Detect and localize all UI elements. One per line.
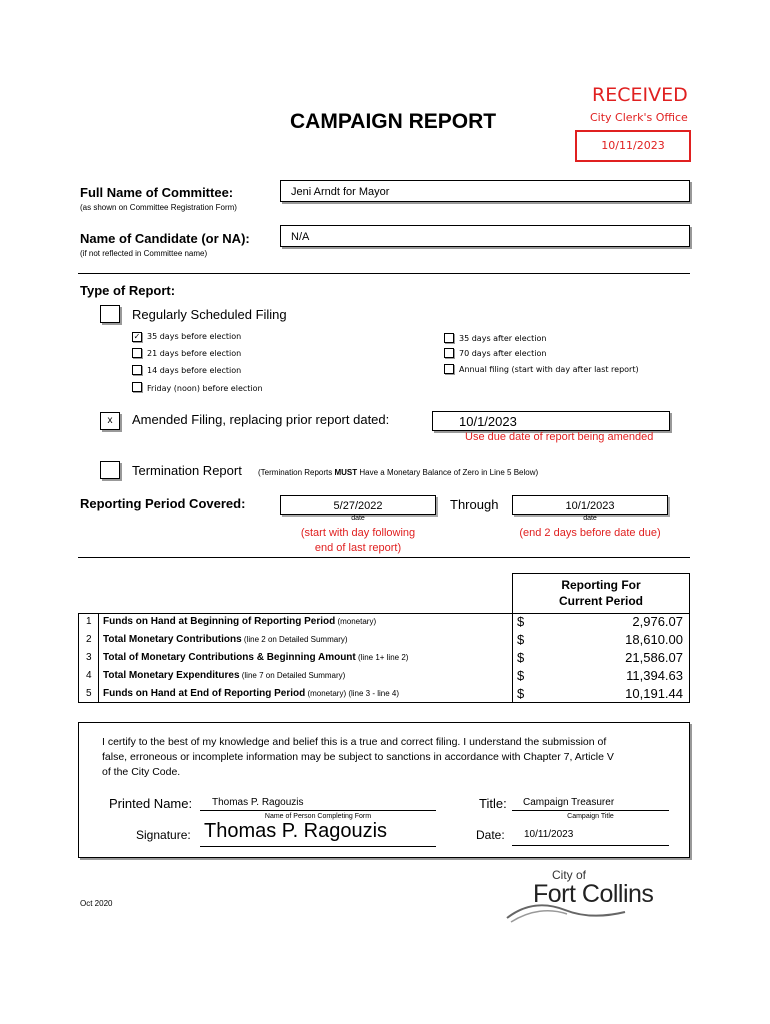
stamp-office: City Clerk's Office: [590, 111, 688, 124]
option-label-35-before: 35 days before election: [147, 332, 242, 341]
currency-symbol: $: [517, 632, 525, 647]
committee-label: Full Name of Committee:: [80, 185, 234, 200]
line-number: 1: [86, 616, 92, 627]
option-checkbox-70-after[interactable]: [444, 348, 454, 358]
termination-checkbox[interactable]: [100, 461, 120, 479]
option-checkbox-friday-before[interactable]: [132, 382, 142, 392]
period-end-caption: date: [583, 515, 597, 522]
logo-fort-collins: Fort Collins: [533, 880, 654, 908]
fort-collins-logo: [505, 866, 685, 926]
divider: [78, 273, 690, 274]
printed-name-field[interactable]: Thomas P. Ragouzis: [200, 797, 436, 811]
logo-city-of: City of: [552, 868, 587, 882]
period-start-field[interactable]: 5/27/2022: [280, 495, 436, 515]
date-field[interactable]: 10/11/2023: [512, 829, 669, 846]
line-label: Total Monetary Contributions (line 2 on Detailed Summary): [103, 634, 348, 645]
divider: [78, 557, 690, 558]
amended-note: Use due date of report being amended: [465, 431, 654, 443]
amended-date-field[interactable]: 10/1/2023: [432, 411, 670, 431]
option-label-annual: Annual filing (start with day after last report): [459, 365, 639, 374]
regular-filing-checkbox[interactable]: [100, 305, 120, 323]
line-number: 2: [86, 634, 92, 645]
option-checkbox-14-before[interactable]: [132, 365, 142, 375]
stamp-date: 10/11/2023: [575, 130, 691, 162]
printed-name-label: Printed Name:: [109, 796, 193, 811]
line-amount: 2,976.07: [632, 614, 683, 629]
period-end-field[interactable]: 10/1/2023: [512, 495, 668, 515]
signature-label: Signature:: [136, 828, 191, 842]
signature-field[interactable]: Thomas P. Ragouzis: [200, 820, 436, 847]
regular-filing-label: Regularly Scheduled Filing: [132, 307, 287, 322]
line-amount: 11,394.63: [626, 668, 683, 683]
through-label: Through: [450, 497, 499, 512]
option-label-21-before: 21 days before election: [147, 349, 242, 358]
option-checkbox-21-before[interactable]: [132, 348, 142, 358]
title-field[interactable]: Campaign Treasurer: [512, 797, 669, 811]
title-label: Title:: [479, 796, 507, 811]
currency-symbol: $: [517, 650, 525, 665]
option-checkbox-35-before[interactable]: ✓: [133, 332, 141, 341]
candidate-name-field[interactable]: N/A: [280, 225, 690, 247]
summary-row: [79, 688, 689, 706]
period-start-note-2: end of last report): [314, 542, 402, 554]
summary-table: [78, 613, 690, 703]
committee-note: (as shown on Committee Registration Form): [80, 203, 237, 212]
candidate-note: (if not reflected in Committee name): [80, 249, 208, 258]
amended-filing-checkbox[interactable]: x: [100, 412, 120, 430]
line-label: Total Monetary Expenditures (line 7 on Detailed Summary): [103, 670, 346, 681]
period-start-caption: date: [351, 515, 365, 522]
line-amount: 18,610.00: [625, 632, 683, 647]
received-stamp: RECEIVED: [592, 84, 688, 106]
line-number: 4: [86, 670, 92, 681]
termination-note: (Termination Reports MUST Have a Monetary Balance of Zero in Line 5 Below): [258, 468, 539, 477]
printed-name-caption: Name of Person Completing Form: [264, 813, 372, 820]
line-number: 3: [86, 652, 92, 663]
line-number: 5: [86, 688, 92, 699]
line-label: Total of Monetary Contributions & Beginning Amount (line 1+ line 2): [103, 652, 409, 663]
summary-header-1: Reporting For: [561, 578, 641, 592]
summary-row: [79, 616, 689, 634]
currency-symbol: $: [517, 686, 525, 701]
option-label-70-after: 70 days after election: [459, 349, 547, 358]
amended-filing-label: Amended Filing, replacing prior report dated:: [132, 412, 390, 427]
report-type-label: Type of Report:: [80, 283, 176, 298]
certification-text-3: of the City Code.: [102, 766, 181, 778]
termination-label: Termination Report: [132, 463, 242, 478]
option-checkbox-annual[interactable]: [444, 364, 454, 374]
option-label-friday-before: Friday (noon) before election: [147, 384, 263, 393]
summary-header-2: Current Period: [558, 594, 643, 608]
line-amount: 21,586.07: [625, 650, 683, 665]
title-caption: Campaign Title: [567, 813, 614, 820]
line-amount: 10,191.44: [625, 686, 683, 701]
option-label-35-after: 35 days after election: [459, 334, 547, 343]
date-label: Date:: [476, 828, 505, 842]
option-label-14-before: 14 days before election: [147, 366, 242, 375]
certification-text-2: false, erroneous or incomplete information may be subject to sanctions in accordance with Chapter 7, Article V: [102, 751, 614, 763]
period-end-note: (end 2 days before date due): [519, 527, 661, 539]
page-title: CAMPAIGN REPORT: [290, 110, 497, 133]
currency-symbol: $: [517, 614, 525, 629]
summary-row: [79, 670, 689, 688]
option-checkbox-35-after[interactable]: [444, 333, 454, 343]
period-label: Reporting Period Covered:: [80, 496, 246, 511]
line-label: Funds on Hand at Beginning of Reporting Period (monetary): [103, 616, 377, 627]
line-label: Funds on Hand at End of Reporting Period (monetary) (line 3 - line 4): [103, 688, 400, 699]
summary-row: [79, 652, 689, 670]
certification-text-1: I certify to the best of my knowledge and belief this is a true and correct filing. I understand the submission of: [102, 736, 607, 748]
period-start-note-1: (start with day following: [300, 527, 416, 539]
version-label: Oct 2020: [80, 899, 113, 908]
summary-row: [79, 634, 689, 652]
committee-name-field[interactable]: Jeni Arndt for Mayor: [280, 180, 690, 202]
candidate-label: Name of Candidate (or NA):: [80, 231, 250, 246]
currency-symbol: $: [517, 668, 525, 683]
